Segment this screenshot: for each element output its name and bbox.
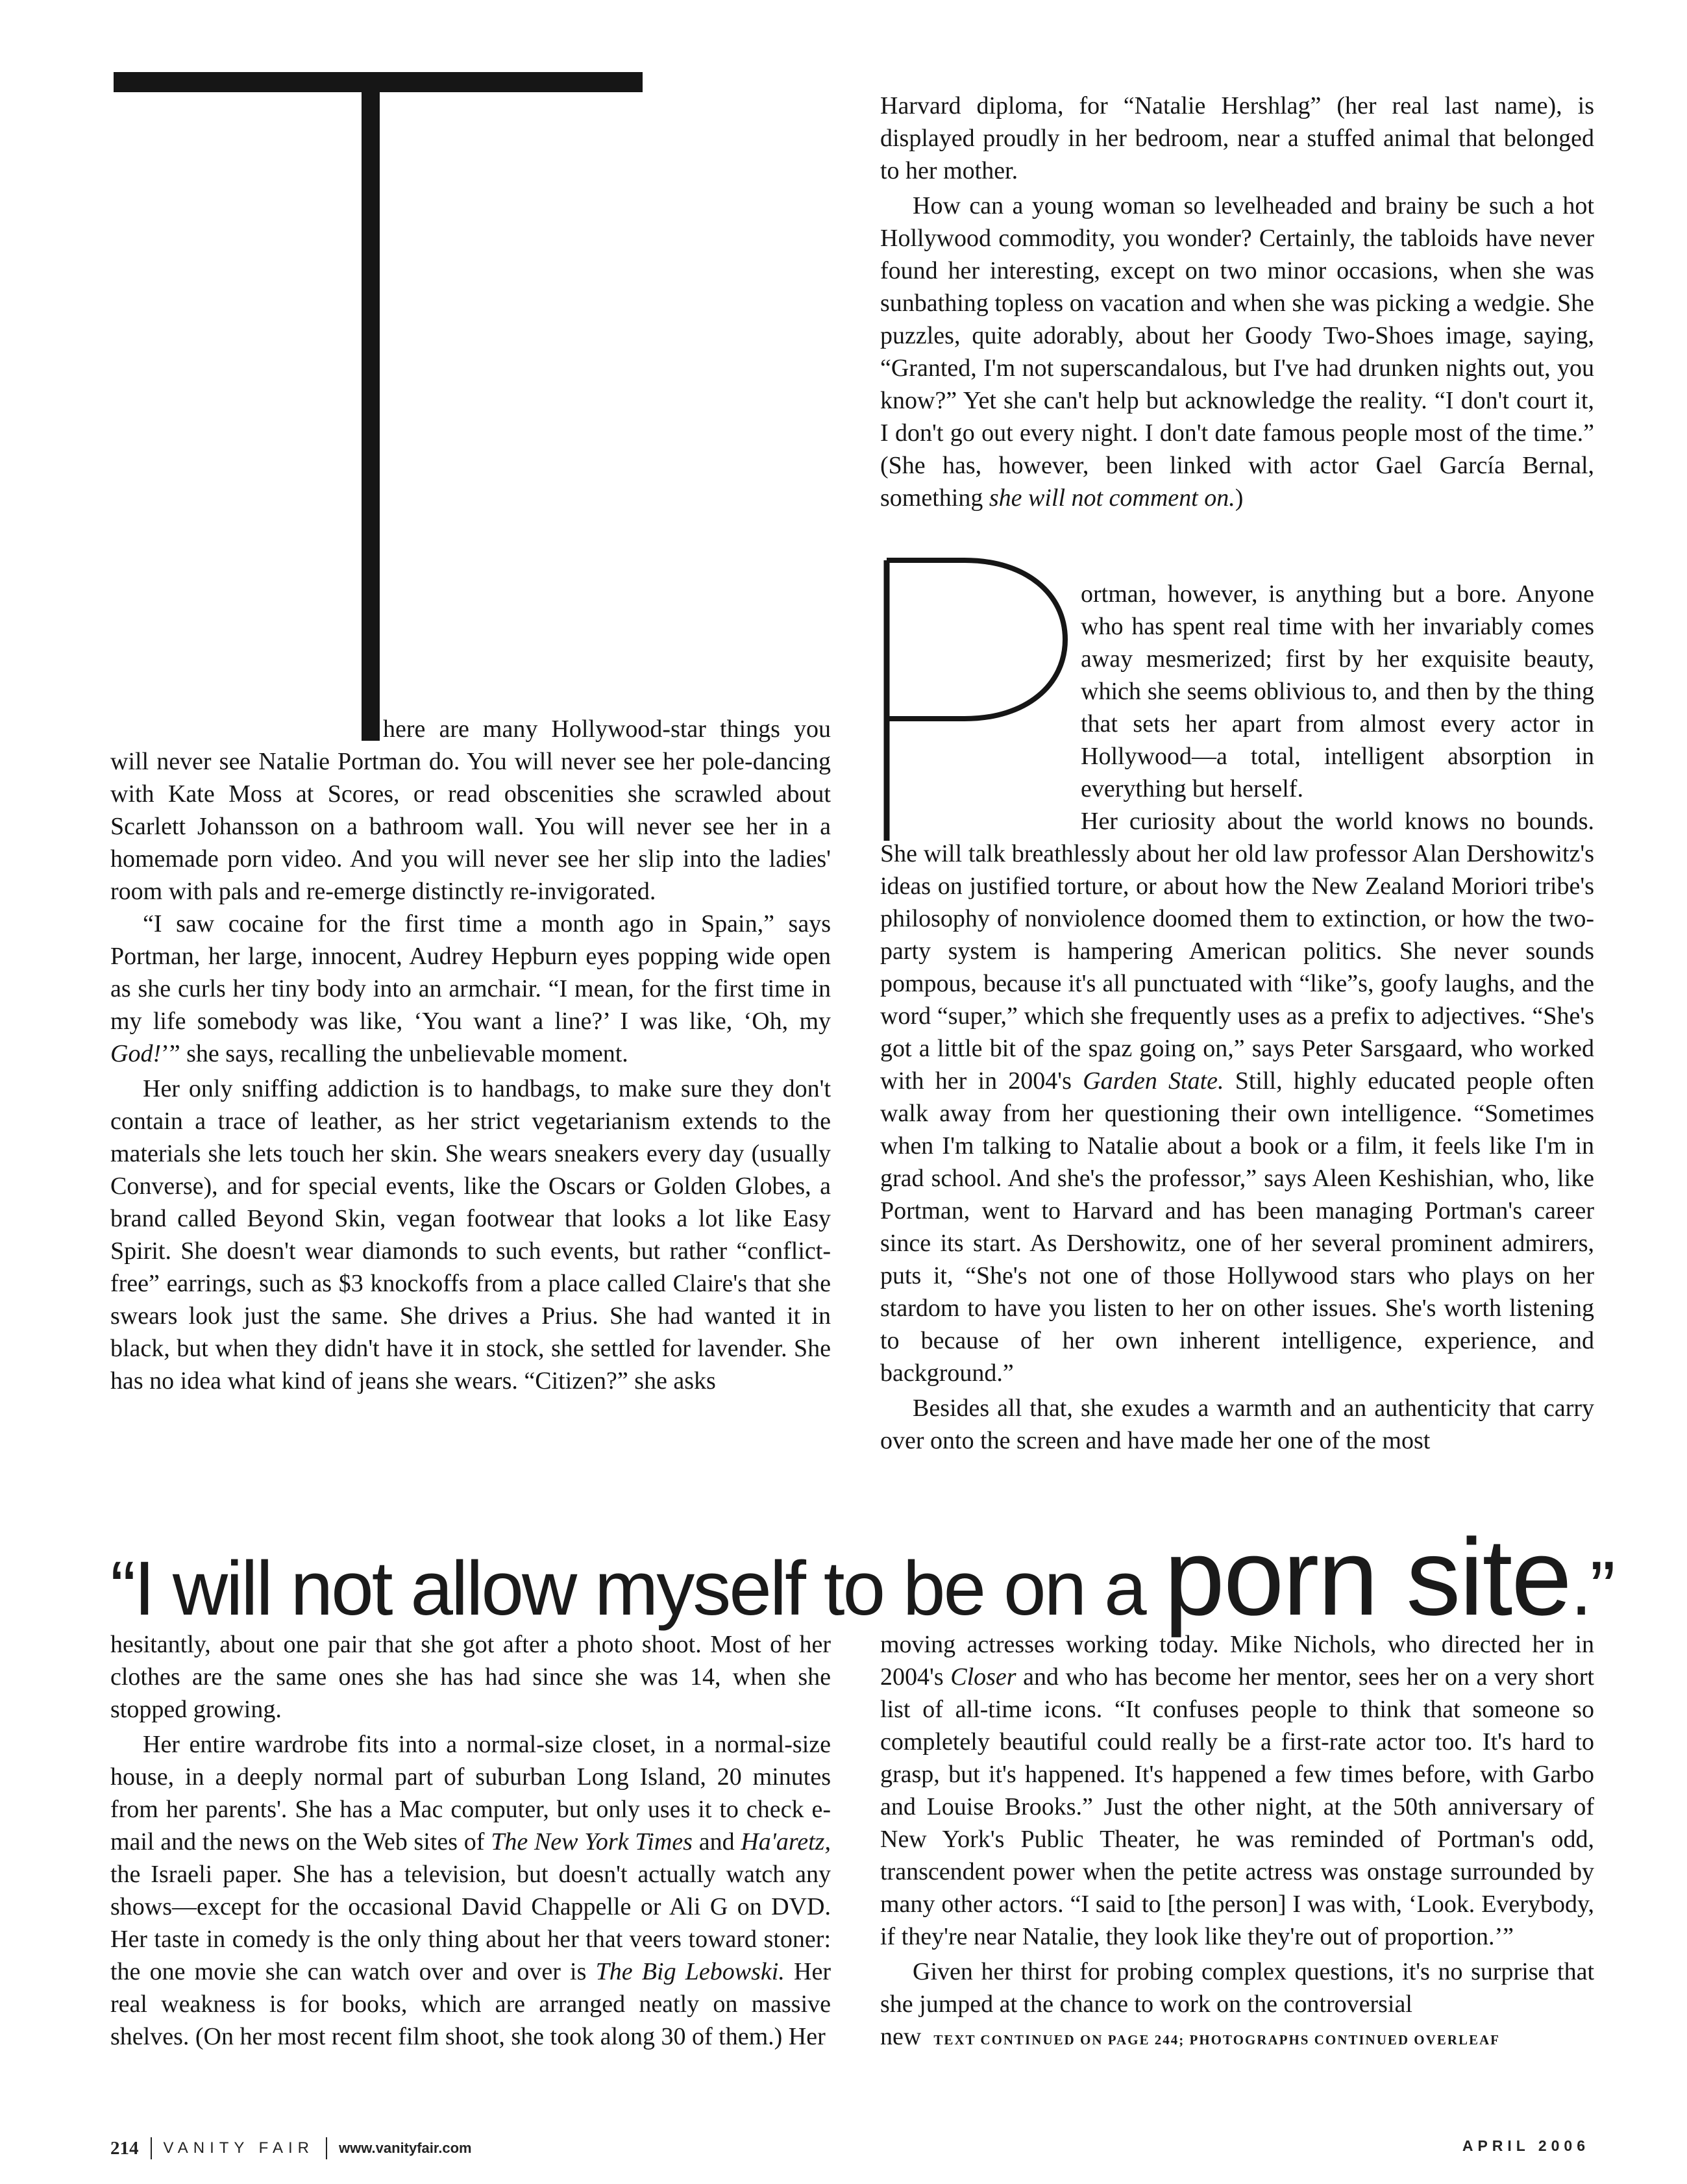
magazine-name: VANITY FAIR — [163, 2139, 314, 2157]
paragraph-warmth: Besides all that, she exudes a warmth and an authenticity that carry over onto the screen and have made her one of the most — [880, 1395, 1594, 1454]
pull-quote-text: “I will not allow myself to be on a — [110, 1546, 1164, 1632]
paragraph-wardrobe: Her entire wardrobe fits into a normal-size closet, in a normal-size house, in a deeply normal part of suburban Long Island, 20 minutes from her parents'. She has a Mac computer, but only uses it to check e-mail and the news on the Web sites of The New York Times and Ha'aretz, the Israeli paper. She has a television, but doesn't actually watch any shows—except for the occasional David Chappelle or Ali G on DVD. Her taste in comedy is the only thing about her that veers toward stoner: the one movie she can watch over and over is The Big Lebowski. Her real weakness is for books, which are arranged neatly on massive shelves. (On her most recent film shoot, she took along 30 of them.) Her — [110, 1731, 831, 2050]
pull-quote-end: .” — [1570, 1546, 1614, 1632]
column-right-dropcap-paragraph — [1081, 578, 1594, 805]
paragraph-anything-but-a-bore: ortman, however, is anything but a bore. Anyone who has spent real time with her invariably comes away mesmerized; first by her exquisite beauty, which she seems oblivious to, and then by the thing that sets her apart from almost every actor in Hollywood—a total, intelligent absorption in everything but herself. — [1081, 580, 1594, 802]
pull-quote-emphasis: porn site — [1164, 1516, 1571, 1638]
footer-divider — [151, 2137, 152, 2159]
paragraph-mike-nichols: moving actresses working today. Mike Nichols, who directed her in 2004's Closer and who has become her mentor, sees her on a very short list of all-time icons. “It confuses people to think that someone so completely beautiful could really be a first-rate actor too. It's hard to grasp, but it's happened. It's happened a few times before, with Garbo and Louise Brooks.” Just the other night, at the 50th anniversary of New York's Public Theater, he was reminded of Portman's odd, transcendent power when the petite actress was onstage surrounded by many other actors. “I said to [the person] I was with, ‘Look. Everybody, if they're near Natalie, they look like they're out of proportion.’” — [880, 1631, 1594, 1950]
paragraph-cocaine-quote: “I saw cocaine for the first time a month ago in Spain,” says Portman, her large, innocent, Audrey Hepburn eyes popping wide open as she curls her tiny body into an armchair. “I mean, for the first time in my life somebody was like, ‘You want a line?’ I was like, ‘Oh, my God!’” she says, recalling the unbelievable moment. — [110, 910, 831, 1067]
footer-divider — [326, 2137, 327, 2159]
paragraph-harvard-diploma: Harvard diploma, for “Natalie Hershlag” (her real last name), is displayed proudly in her bedroom, near a stuffed animal that belonged to her mother. — [880, 92, 1594, 184]
drop-cap-p — [880, 555, 1075, 841]
continued-note: TEXT CONTINUED ON PAGE 244; PHOTOGRAPHS CONTINUED OVERLEAF — [933, 2032, 1500, 2048]
column-right-bottom — [880, 1628, 1594, 2056]
column-right-top — [880, 90, 1594, 514]
page-number: 214 — [110, 2137, 139, 2159]
column-left-bottom — [110, 1628, 831, 2053]
column-right-middle — [880, 805, 1594, 1457]
issue-date: APRIL 2006 — [1462, 2137, 1590, 2154]
page-footer-left — [110, 2137, 472, 2159]
paragraph-complex-questions: Given her thirst for probing complex questions, it's no surprise that she jumped at the chance to work on the controversial — [880, 1958, 1594, 2018]
website-link[interactable]: www.vanityfair.com — [338, 2140, 472, 2156]
paragraph-continued: new TEXT CONTINUED ON PAGE 244; PHOTOGRAPHS CONTINUED OVERLEAF — [880, 2023, 1500, 2050]
paragraph-handbags: Her only sniffing addiction is to handbags, to make sure they don't contain a trace of leather, as her strict vegetarianism extends to the materials she lets touch her skin. She wears sneakers every day (usually Converse), and for special events, like the Oscars or Golden Globes, a brand called Beyond Skin, vegan footwear that looks a lot like Easy Spirit. She doesn't wear diamonds to such events, but rather “conflict-free” earrings, such as $3 knockoffs from a place called Claire's that she swears look just the same. She drives a Prius. She had wanted it in black, but when they didn't have it in stock, she settled for lavender. She has no idea what kind of jeans she wears. “Citizen?” she asks — [110, 1075, 831, 1395]
paragraph-curiosity: Her curiosity about the world knows no bounds. She will talk breathlessly about her old law professor Alan Dershowitz's ideas on justified torture, or about how the New Zealand Moriori tribe's philosophy of nonviolence doomed them to extinction, or how the two-party system is hampering American politics. She never sounds pompous, because it's all punctuated with “like”s, goofy laughs, and the word “super,” which she frequently uses as a prefix to adjectives. “She's got a little bit of the spaz going on,” says Peter Sarsgaard, who worked with her in 2004's Garden State. Still, highly educated people often walk away from her questioning their own intelligence. “Sometimes when I'm talking to Natalie about a book or a film, it feels like I'm in grad school. And she's the professor,” says Aleen Keshishian, who, like Portman, went to Harvard and has been managing Portman's career since its start. As Dershowitz, one of her several prominent admirers, puts it, “She's not one of those Hollywood stars who plays on her stardom to have you listen to her on other issues. She's worth listening to because of her own inherent intelligence, experience, and background.” — [880, 808, 1594, 1387]
pull-quote — [110, 1515, 1614, 1638]
paragraph-opening: here are many Hollywood-star things you will never see Natalie Portman do. You will never see her pole-dancing with Kate Moss at Scores, or read obscenities she scrawled about Scarlett Johansson on a bathroom wall. You will never see her in a homemade porn video. And you will never see her slip into the ladies' room with pals and re-emerge distinctly re-invigorated. — [110, 715, 831, 905]
paragraph-clothes: hesitantly, about one pair that she got after a photo shoot. Most of her clothes are the same ones she has had since she was 14, when she stopped growing. — [110, 1631, 831, 1723]
drop-cap-t-stem — [362, 72, 380, 741]
paragraph-hollywood-commodity: How can a young woman so levelheaded and brainy be such a hot Hollywood commodity, you wonder? Certainly, the tabloids have never found her interesting, except on two minor occasions, when she was sunbathing topless on vacation and when she was picking a wedgie. She puzzles, quite adorably, about her Goody Two-Shoes image, saying, “Granted, I'm not superscandalous, but I've had drunken nights out, you know?” Yet she can't help but acknowledge the reality. “I don't court it, I don't go out every night. I don't date famous people most of the time.” (She has, however, been linked with actor Gael García Bernal, something she will not comment on.) — [880, 192, 1594, 512]
